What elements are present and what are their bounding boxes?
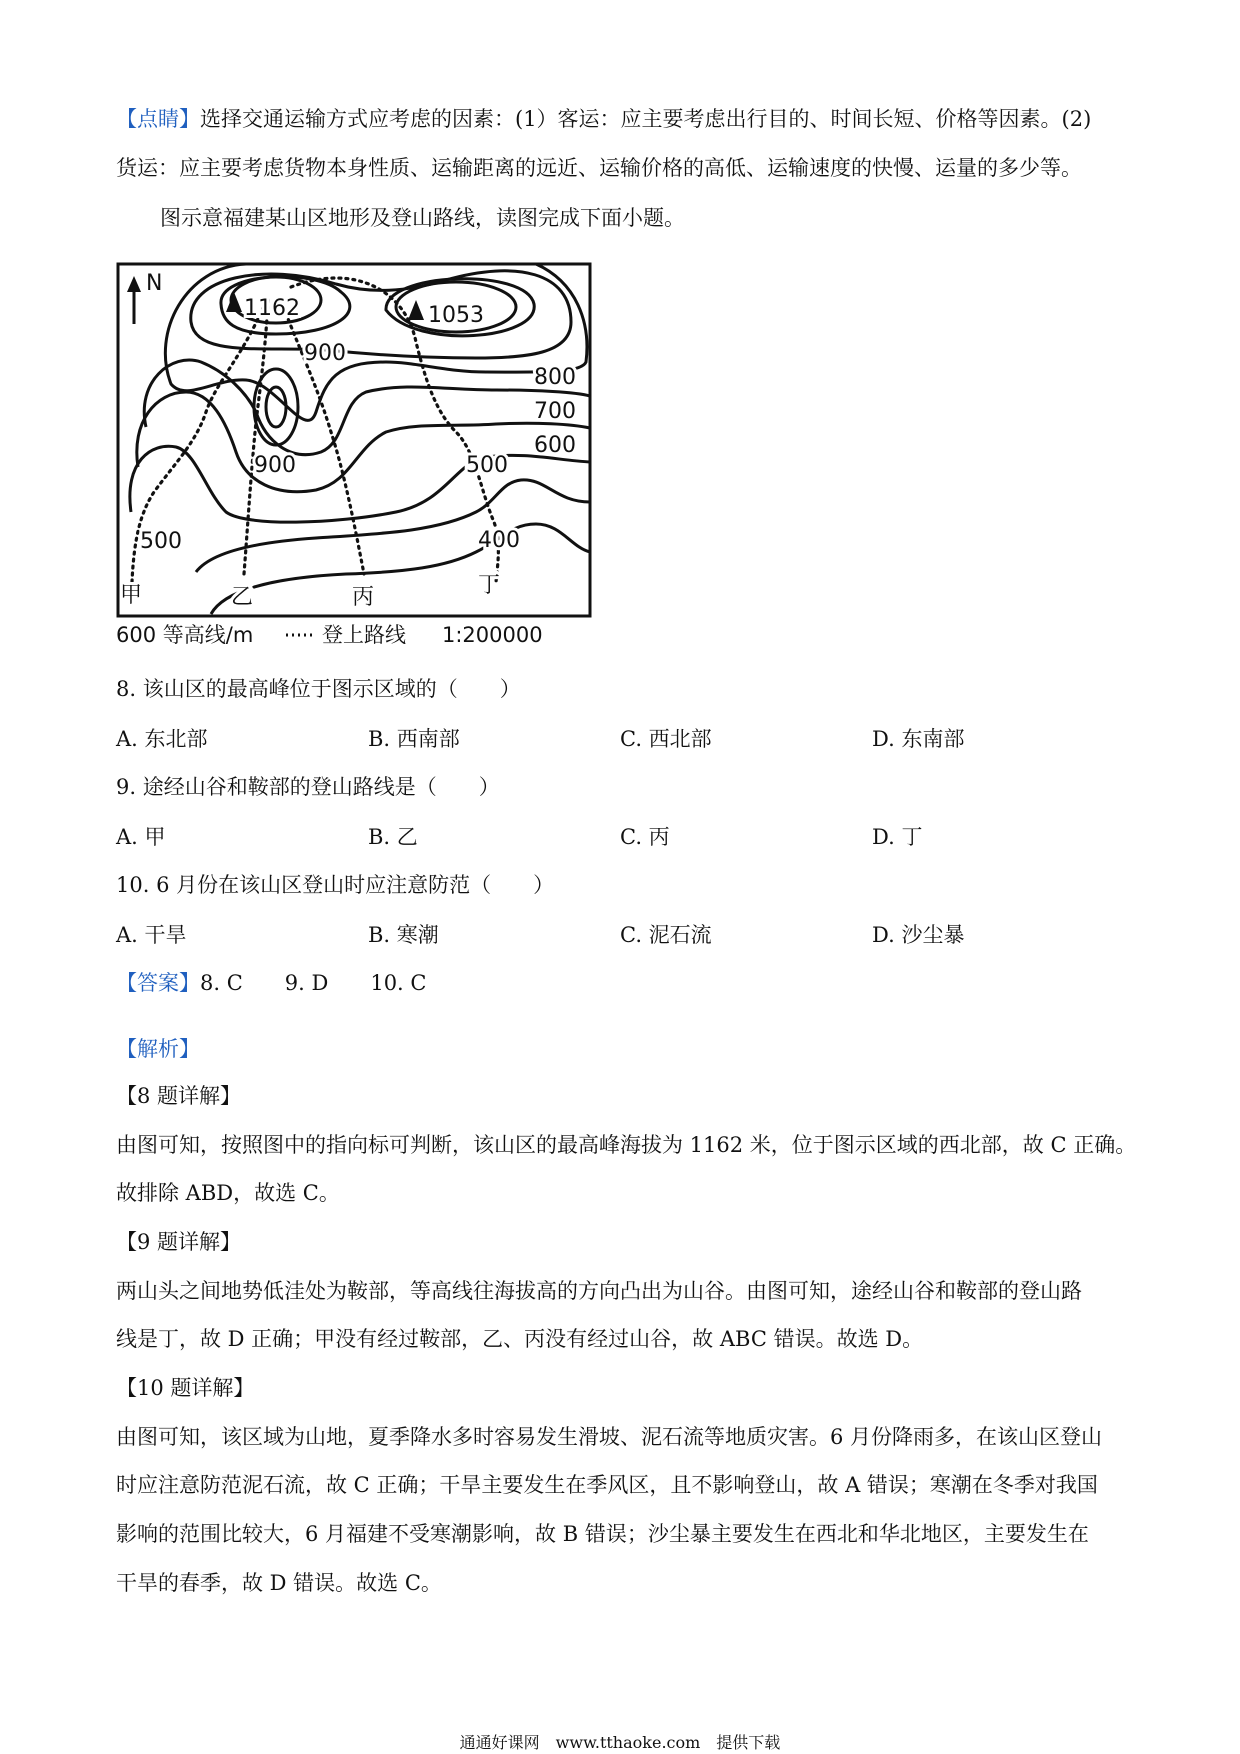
- q8-option-c[interactable]: C. 西北部: [620, 727, 712, 751]
- map-scale: 1:200000: [442, 623, 543, 647]
- page-footer: 通通好课网 www.tthaoke.com 提供下载: [459, 1733, 781, 1752]
- detail-10-tag: 【10 题详解】: [116, 1376, 255, 1400]
- peak-1053-label: 1053: [428, 303, 484, 328]
- contour-label-900: 900: [304, 341, 346, 366]
- q9-option-a[interactable]: A. 甲: [116, 825, 166, 849]
- route-label-jia: 甲: [120, 583, 143, 608]
- answer-tag: 【答案】: [116, 971, 200, 995]
- map-frame: [118, 264, 590, 616]
- q8-option-a[interactable]: A. 东北部: [116, 727, 208, 751]
- detail-8-line-1: 由图可知，按照图中的指向标可判断，该山区的最高峰海拔为 1162 米，位于图示区域的西北部，故 C 正确。: [116, 1133, 1137, 1157]
- detail-9-tag: 【9 题详解】: [116, 1230, 242, 1254]
- contour-label-700: 700: [534, 399, 576, 424]
- detail-10-line-4: 干旱的春季，故 D 错误。故选 C。: [116, 1571, 442, 1595]
- q8-option-b[interactable]: B. 西南部: [368, 727, 460, 751]
- route-label-ding: 丁: [478, 573, 501, 598]
- detail-9-line-2: 线是丁，故 D 正确；甲没有经过鞍部，乙、丙没有经过山谷，故 ABC 错误。故选 D。: [116, 1327, 924, 1351]
- q10-option-c[interactable]: C. 泥石流: [620, 923, 712, 947]
- dianjing-tag: 【点睛】: [116, 107, 200, 131]
- q10-option-a[interactable]: A. 干旱: [116, 923, 187, 947]
- legend-contour: 600 等高线/m: [116, 623, 254, 647]
- q10-option-b[interactable]: B. 寒潮: [368, 923, 439, 947]
- peak-1162-label: 1162: [244, 296, 300, 321]
- legend-route: 登上路线: [322, 623, 406, 647]
- detail-10-line-1: 由图可知，该区域为山地，夏季降水多时容易发生滑坡、泥石流等地质灾害。6 月份降雨多，在该山区登山: [116, 1425, 1103, 1449]
- contour-label-800: 800: [534, 365, 576, 390]
- q10-option-d[interactable]: D. 沙尘暴: [872, 923, 965, 947]
- topographic-map: [116, 262, 610, 650]
- contour-label-400: 400: [478, 528, 520, 553]
- contour-label-500-left: 500: [140, 529, 182, 554]
- q8-option-d[interactable]: D. 东南部: [872, 727, 965, 751]
- detail-10-line-2: 时应注意防范泥石流，故 C 正确；干旱主要发生在季风区，且不影响登山，故 A 错误；寒潮在冬季对我国: [116, 1473, 1098, 1497]
- detail-8-tag: 【8 题详解】: [116, 1084, 242, 1108]
- contour-label-600: 600: [534, 433, 576, 458]
- dianjing-line-1: 【点睛】选择交通运输方式应考虑的因素：(1）客运：应主要考虑出行目的、时间长短、价格等因素。(2): [116, 107, 1092, 131]
- q9-option-b[interactable]: B. 乙: [368, 825, 418, 849]
- question-8-stem: 8. 该山区的最高峰位于图示区域的（ ）: [116, 677, 521, 701]
- analysis-tag: 【解析】: [116, 1037, 200, 1061]
- map-legend: [116, 623, 543, 647]
- detail-10-line-3: 影响的范围比较大，6 月福建不受寒潮影响，故 B 错误；沙尘暴主要发生在西北和华北地区，主要发生在: [116, 1522, 1089, 1546]
- north-label: N: [146, 271, 163, 296]
- contour-label-500-right: 500: [466, 453, 508, 478]
- dianjing-line-2: 货运：应主要考虑货物本身性质、运输距离的远近、运输价格的高低、运输速度的快慢、运量的多少等。: [116, 156, 1082, 180]
- detail-9-line-1: 两山头之间地势低洼处为鞍部，等高线往海拔高的方向凸出为山谷。由图可知，途经山谷和鞍部的登山路: [116, 1279, 1082, 1303]
- question-10-stem: 10. 6 月份在该山区登山时应注意防范（ ）: [116, 873, 555, 897]
- answer-text: 8. C 9. D 10. C: [200, 971, 427, 995]
- q9-option-d[interactable]: D. 丁: [872, 825, 923, 849]
- answer-line: [116, 968, 1126, 998]
- detail-8-line-2: 故排除 ABD，故选 C。: [116, 1181, 340, 1205]
- contour-label-900-inner: 900: [254, 453, 296, 478]
- route-label-bing: 丙: [352, 585, 375, 610]
- intro-text: 图示意福建某山区地形及登山路线，读图完成下面小题。: [160, 206, 685, 230]
- route-label-yi: 乙: [231, 585, 254, 610]
- q9-option-c[interactable]: C. 丙: [620, 825, 670, 849]
- question-9-stem: 9. 途经山谷和鞍部的登山路线是（ ）: [116, 775, 500, 799]
